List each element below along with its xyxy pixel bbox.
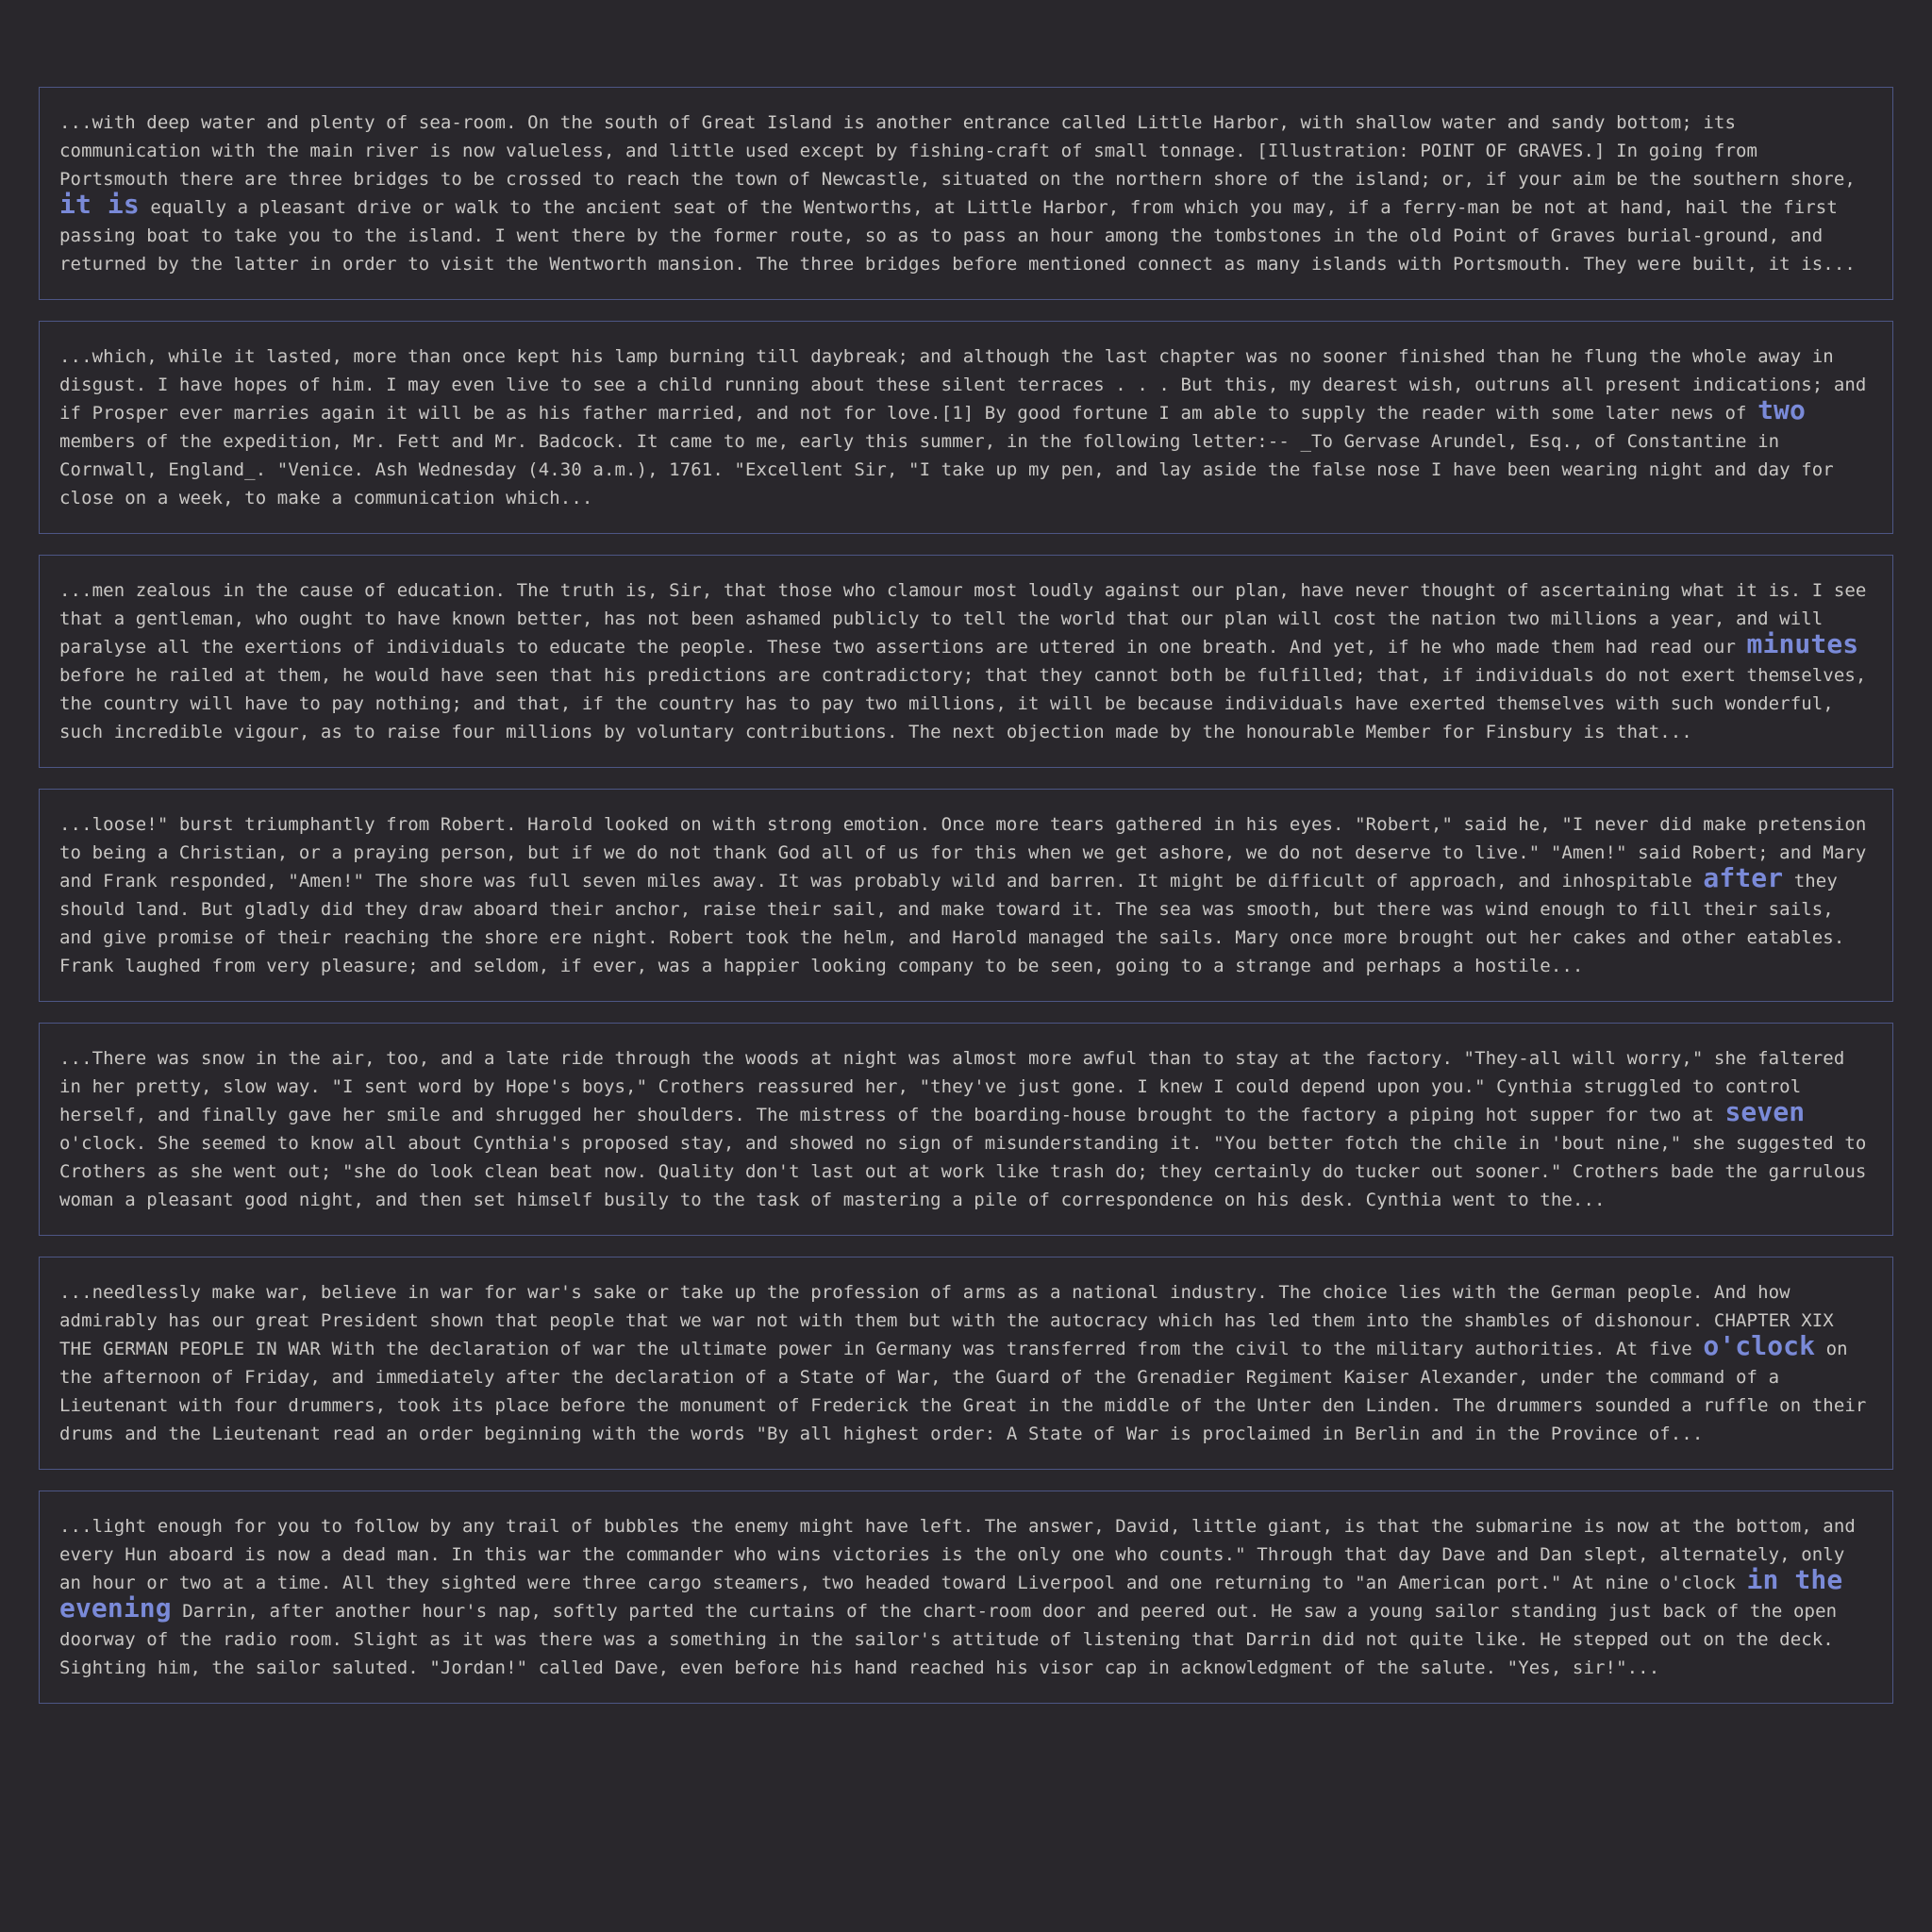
- highlighted-phrase: o'clock: [1703, 1330, 1816, 1361]
- passage-text: [59, 1512, 1874, 1682]
- passage-card: [39, 1023, 1893, 1236]
- passage-text-before: ...loose!" burst triumphantly from Robert. Harold looked on with strong emotion. Once more tears gathered in his eyes. "Robert," said he, "I never did make pretension to being a Christian, or a praying person, but if we do not thank God all of us for this when we get ashore, we do not deserve to live." "Amen!" said Robert; and Mary and Frank responded, "Amen!" The shore was full seven miles away. It was probably wild and barren. It might be difficult of approach, and inhospitable: [59, 814, 1867, 891]
- passage-text-after: on the afternoon of Friday, and immediately after the declaration of a State of War, the Guard of the Grenadier Regiment Kaiser Alexander, under the command of a Lieutenant with four drummers, took its place before the monument of Frederick the Great in the middle of the Unter den Linden. The drummers sounded a ruffle on their drums and the Lieutenant read an order beginning with the words "By all highest order: A State of War is proclaimed in Berlin and in the Province of...: [59, 1339, 1867, 1444]
- passage-text: [59, 810, 1874, 980]
- passage-card: [39, 555, 1893, 768]
- highlighted-phrase: minutes: [1746, 628, 1859, 659]
- highlighted-phrase: it is: [59, 189, 140, 220]
- passage-text-before: ...men zealous in the cause of education. The truth is, Sir, that those who clamour most loudly against our plan, have never thought of ascertaining what it is. I see that a gentleman, who ought to have known better, has not been ashamed publicly to tell the world that our plan will cost the nation two millions a year, and will paralyse all the exertions of individuals to educate the people. These two assertions are uttered in one breath. And yet, if he who made them had read our: [59, 580, 1867, 658]
- passage-list: [39, 87, 1893, 1724]
- passage-text-after: members of the expedition, Mr. Fett and Mr. Badcock. It came to me, early this summer, in the following letter:-- _To Gervase Arundel, Esq., of Constantine in Cornwall, England_. "Venice. Ash Wednesday (4.30 a.m.), 1761. "Excellent Sir, "I take up my pen, and lay aside the false nose I have been wearing night and day for close on a week, to make a communication which...: [59, 431, 1834, 508]
- passage-text: [59, 342, 1874, 512]
- passage-text-after: Darrin, after another hour's nap, softly parted the curtains of the chart-room door and peered out. He saw a young sailor standing just back of the open doorway of the radio room. Slight as it was there was a something in the sailor's attitude of listening that Darrin did not quite like. He stepped out on the deck. Sighting him, the sailor saluted. "Jordan!" called Dave, even before his hand reached his visor cap in acknowledgment of the salute. "Yes, sir!"...: [59, 1601, 1838, 1678]
- passage-text-after: they should land. But gladly did they draw aboard their anchor, raise their sail, and make toward it. The sea was smooth, but there was wind enough to fill their sails, and give promise of their reaching the shore ere night. Robert took the helm, and Harold managed the sails. Mary once more brought out her cakes and other eatables. Frank laughed from very pleasure; and seldom, if ever, was a happier looking company to be seen, going to a strange and perhaps a hostile...: [59, 871, 1845, 976]
- passage-card: [39, 321, 1893, 534]
- passage-text-before: ...light enough for you to follow by any trail of bubbles the enemy might have left. The answer, David, little giant, is that the submarine is now at the bottom, and every Hun aboard is now a dead man. In this war the commander who wins victories is the only one who counts." Through that day Dave and Dan slept, alternately, only an hour or two at a time. All they sighted were three cargo steamers, two headed toward Liverpool and one returning to "an American port." At nine o'clock: [59, 1516, 1856, 1593]
- highlighted-phrase: after: [1703, 862, 1784, 893]
- passage-card: [39, 87, 1893, 300]
- passage-text-before: ...which, while it lasted, more than once kept his lamp burning till daybreak; and although the last chapter was no sooner finished than he flung the whole away in disgust. I have hopes of him. I may even live to see a child running about these silent terraces . . . But this, my dearest wish, outruns all present indications; and if Prosper ever marries again it will be as his father married, and not for love.[1] By good fortune I am able to supply the reader with some later news of: [59, 346, 1867, 424]
- passage-text-after: o'clock. She seemed to know all about Cynthia's proposed stay, and showed no sign of misunderstanding it. "You better fotch the chile in 'bout nine," she suggested to Crothers as she went out; "she do look clean beat now. Quality don't last out at work like trash do; they certainly do tucker out sooner." Crothers bade the garrulous woman a pleasant good night, and then set himself busily to the task of mastering a pile of correspondence on his desk. Cynthia went to the...: [59, 1133, 1867, 1210]
- passage-text-after: equally a pleasant drive or walk to the ancient seat of the Wentworths, at Little Harbor, from which you may, if a ferry-man be not at hand, hail the first passing boat to take you to the island. I went there by the former route, so as to pass an hour among the tombstones in the old Point of Graves burial-ground, and returned by the latter in order to visit the Wentworth mansion. The three bridges before mentioned connect as many islands with Portsmouth. They were built, it is...: [59, 197, 1856, 275]
- passage-card: [39, 1257, 1893, 1470]
- passage-card: [39, 1491, 1893, 1704]
- passage-text: [59, 108, 1874, 278]
- highlighted-phrase: two: [1757, 394, 1806, 425]
- passage-text: [59, 1278, 1874, 1448]
- passage-text-before: ...There was snow in the air, too, and a late ride through the woods at night was almost more awful than to stay at the factory. "They-all will worry," she faltered in her pretty, slow way. "I sent word by Hope's boys," Crothers reassured her, "they've just gone. I knew I could depend upon you." Cynthia struggled to control herself, and finally gave her smile and shrugged her shoulders. The mistress of the boarding-house brought to the factory a piping hot supper for two at: [59, 1048, 1845, 1125]
- highlighted-phrase: in the evening: [59, 1564, 1843, 1624]
- passage-text: [59, 576, 1874, 746]
- passage-text-before: ...with deep water and plenty of sea-room. On the south of Great Island is another entrance called Little Harbor, with shallow water and sandy bottom; its communication with the main river is now valueless, and little used except by fishing-craft of small tonnage. [Illustration: POINT OF GRAVES.] In going from Portsmouth there are three bridges to be crossed to reach the town of Newcastle, situated on the northern shore of the island; or, if your aim be the southern shore,: [59, 112, 1856, 190]
- passage-text: [59, 1044, 1874, 1214]
- passage-text-after: before he railed at them, he would have seen that his predictions are contradictory; that they cannot both be fulfilled; that, if individuals do not exert themselves, the country will have to pay nothing; and that, if the country has to pay two millions, it will be because individuals have exerted themselves with such wonderful, such incredible vigour, as to raise four millions by voluntary contributions. The next objection made by the honourable Member for Finsbury is that...: [59, 665, 1867, 742]
- passage-text-before: ...needlessly make war, believe in war for war's sake or take up the profession of arms as a national industry. The choice lies with the German people. And how admirably has our great President shown that people that we war not with them but with the autocracy which has led them into the shambles of dishonour. CHAPTER XIX THE GERMAN PEOPLE IN WAR With the declaration of war the ultimate power in Germany was transferred from the civil to the military authorities. At five: [59, 1282, 1834, 1359]
- passage-card: [39, 789, 1893, 1002]
- highlighted-phrase: seven: [1724, 1096, 1806, 1127]
